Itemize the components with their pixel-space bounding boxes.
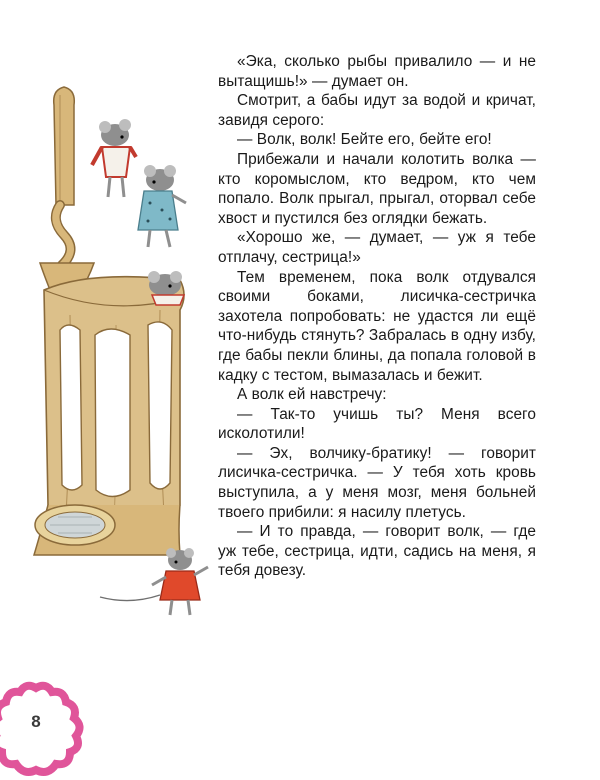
illustration-mice-distaff xyxy=(30,85,220,630)
paragraph: — Волк, волк! Бейте его, бейте его! xyxy=(237,131,492,149)
distaff-illustration xyxy=(30,85,220,630)
paragraph: Смотрит, а бабы идут за водой и кричат, завидя серого: xyxy=(218,92,536,129)
paragraph: Тем временем, пока волк отдувался своими боками, лисичка-сестричка захотела попробовать: не удастся ли ещё что-нибудь стянуть? Забралась в одну избу, где бабы пекли блины, да попала головой в кадку с тестом, вымазалась и бежит. xyxy=(218,268,536,384)
paragraph: — Так-то учишь ты? Меня всего исколотили! xyxy=(218,405,536,443)
paragraph: Прибежали и начали колотить волка — кто коромыслом, кто ведром, кто чем попало. Волк прыгал, прыгал, оторвал себе хвост и пустился без оглядки бежать. xyxy=(218,150,536,227)
page-number: 8 xyxy=(31,712,41,731)
paragraph: — Эх, волчику-братику! — говорит лисичка-сестричка. — У тебя хоть кровь выступила, а у меня мозг, меня больней твоего прибили: я насилу плетусь. xyxy=(218,444,536,521)
paragraph: «Эка, сколько рыбы привалило — и не вытащишь!» — думает он. xyxy=(218,53,536,90)
paragraph: А волк ей навстречу: xyxy=(237,386,387,404)
paragraph: «Хорошо же, — думает, — уж я тебе отплачу, сестрица!» xyxy=(218,229,536,266)
story-text xyxy=(218,52,536,581)
paragraph: — И то правда, — говорит волк, — где уж тебе, сестрица, идти, садись на меня, я тебя довезу. xyxy=(218,523,536,580)
